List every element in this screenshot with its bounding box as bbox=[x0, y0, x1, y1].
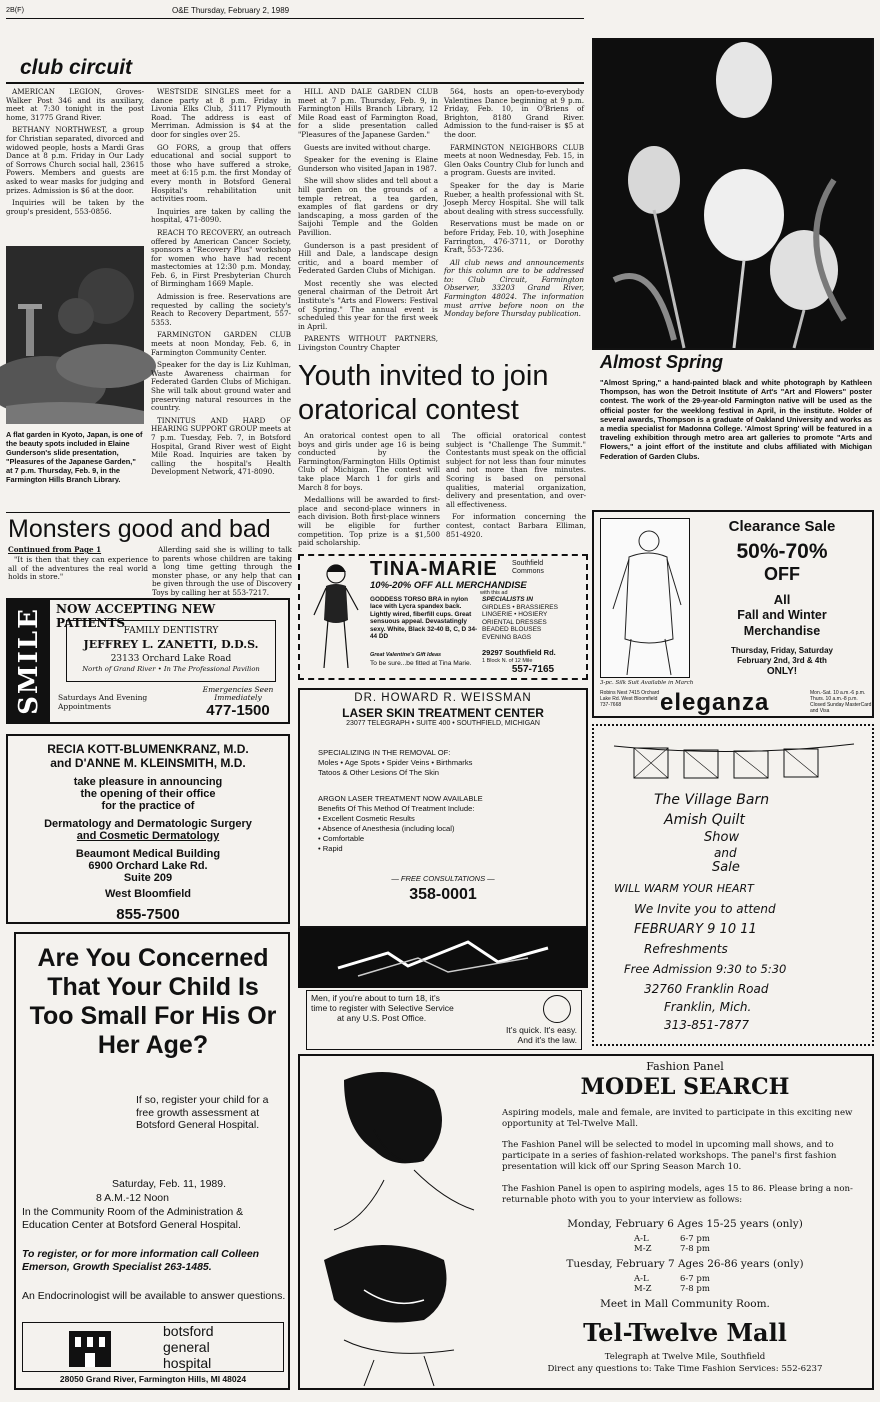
laser-bullet: • Excellent Cosmetic Results bbox=[318, 814, 415, 823]
model-slot-time: 7-8 pm bbox=[680, 1244, 710, 1254]
concern-endocrinologist: An Endocrinologist will be available to answer questions. bbox=[22, 1290, 286, 1302]
laser-address: 23077 TELEGRAPH • SUITE 400 • SOUTHFIELD, MICHIGAN bbox=[346, 720, 540, 727]
club-item: Guests are invited without charge. bbox=[304, 142, 431, 152]
derm-line: and Cosmetic Dermatology bbox=[76, 830, 220, 842]
quilt-line: Free Admission 9:30 to 5:30 bbox=[624, 962, 787, 976]
tel-twelve-logo: Tel-Twelve Mall bbox=[583, 1318, 787, 1347]
quilt-ad bbox=[592, 724, 874, 1046]
model-slot-group: M-Z bbox=[634, 1244, 652, 1254]
tina-address-2: 1 Block N. of 12 Mile bbox=[482, 658, 533, 664]
laser-bullet-text: Excellent Cosmetic Results bbox=[322, 814, 415, 823]
monsters-paragraph: Allerding said she is willing to talk to parents whose children are taking a long time getting through the monster phase, or any help that can be given through the use of Discovery Toys by calling her at 553-7217. bbox=[152, 545, 292, 597]
model-p1: Aspiring models, male and female, are invited to participate in this exciting new opportunity at Tel-Twelve Mall. bbox=[502, 1108, 853, 1129]
quilt-line: Sale bbox=[712, 860, 740, 875]
laser-graphic bbox=[298, 928, 588, 988]
club-item: Speaker for the evening is Elaine Gunderson who visited Japan in 1987. bbox=[298, 155, 438, 173]
tina-specialty: ORIENTAL DRESSES bbox=[482, 618, 547, 626]
accepting-patients: NOW ACCEPTING NEW PATIENTS bbox=[56, 602, 216, 630]
derm-line: Beaumont Medical Building bbox=[75, 848, 221, 860]
model-search-ad bbox=[298, 1054, 874, 1390]
quilt-line: and bbox=[714, 846, 737, 860]
family-dentistry: FAMILY DENTISTRY bbox=[123, 626, 219, 636]
eleganza-hours: Mon.-Sat. 10 a.m.-6 p.m. Thurs. 10 a.m.-8 p.m. Closed Sunday MasterCard and Visa bbox=[810, 690, 872, 714]
botsford-logo-box bbox=[22, 1322, 284, 1372]
tina-promo: 10%-20% OFF ALL MERCHANDISE bbox=[370, 580, 527, 591]
tina-address: 29297 Southfield Rd. bbox=[482, 648, 556, 657]
tina-specialty: EVENING BAGS bbox=[482, 633, 532, 641]
club-item: Inquiries will be taken by the group's president, 553-0856. bbox=[6, 198, 144, 216]
dentist-emergencies: Emergencies Seen Immediately bbox=[202, 685, 274, 702]
model-tuesday: Tuesday, February 7 Ages 26-86 years (only) bbox=[566, 1258, 804, 1270]
youth-headline-1: Youth invited to join bbox=[298, 360, 549, 392]
dentist-phone: 477-1500 bbox=[206, 702, 270, 719]
suit-photo bbox=[600, 518, 690, 678]
club-column-2 bbox=[151, 88, 291, 510]
youth-paragraph: Medallions will be awarded to first-place and second-place winners in each division. Both first-place winners will be eligible for further competition. Top prize is a $1,500 paid scholarship. bbox=[298, 495, 440, 548]
paper-date: O&E Thursday, February 2, 1989 bbox=[172, 6, 290, 15]
tina-bra-description: GODDESS TORSO BRA in nylon lace with Lycra spandex back. Lightly wired, fiberfill cups. Great sensuous appeal. Devastatingly sexy. White, Black 32-40 B, C, D 34-44 DD bbox=[370, 596, 478, 641]
clearance-only: ONLY! bbox=[766, 666, 798, 677]
club-item: FARMINGTON GARDEN CLUB meets at noon Monday, Feb. 6, in Farmington Community Center. bbox=[151, 330, 291, 357]
botsford-growth-ad bbox=[14, 932, 290, 1390]
monsters-column-2 bbox=[152, 545, 292, 597]
club-item: Gunderson is a past president of Hill and Dale, a landscape design critic, and a board member of Federated Garden Clubs of Michigan. bbox=[298, 240, 438, 276]
concern-register-call: To register, or for more information call Colleen Emerson, Growth Specialist 263-1485. bbox=[22, 1248, 260, 1273]
tina-specialty: LINGERIE • HOSIERY bbox=[482, 611, 548, 619]
concern-location: In the Community Room of the Administration & Education Center at Botsford General Hospital. bbox=[22, 1206, 244, 1231]
tel-twelve-address: Telegraph at Twelve Mile, Southfield bbox=[604, 1352, 766, 1362]
dermatology-ad bbox=[6, 734, 290, 924]
youth-paragraph: The official oratorical contest subject is "Challenge The Summit." Contestants must speak on the official subject for not less than four minutes and not more than five minutes. Scoring is based on personal qualities, material organization, delivery and presentation, and over-all effectiveness. bbox=[446, 431, 586, 509]
dentist-name: JEFFREY L. ZANETTI, D.D.S. bbox=[83, 638, 259, 651]
club-item: Admission is free. Reservations are requested by calling the society's Reach to Recovery Department, 557-5353. bbox=[151, 292, 291, 327]
doctor-name-2: and D'ANNE M. KLEINSMITH, M.D. bbox=[50, 756, 246, 770]
club-column-4 bbox=[444, 88, 584, 356]
lingerie-illustration bbox=[304, 560, 364, 670]
tina-fit: To be sure...be fitted at Tina Marie. bbox=[370, 660, 472, 667]
quilt-line: WILL WARM YOUR HEART bbox=[614, 882, 754, 895]
laser-doctor: DR. HOWARD R. WEISSMAN bbox=[354, 692, 532, 704]
tina-phone: 557-7165 bbox=[511, 664, 555, 675]
club-item: Speaker for the day is Marie Rueber, a health professional with St. Joseph Mercy Hospital. She will talk about dealing with stress successfully. bbox=[444, 180, 584, 216]
model-slot-group: M-Z bbox=[634, 1284, 652, 1294]
club-item: She will show slides and tell about a hill garden on the grounds of a temple retreat, a tea garden, examples of flat gardens or dry landscaping, a moss garden of the Saijohi Temple and the Golden Pavillion. bbox=[298, 176, 438, 237]
model-slot-time: 6-7 pm bbox=[680, 1274, 710, 1284]
quilt-line: 32760 Franklin Road bbox=[644, 982, 769, 996]
laser-phone: 358-0001 bbox=[409, 886, 477, 903]
botsford-logo-word-3: hospital bbox=[163, 1355, 212, 1371]
laser-bullet-text: Absence of Anesthesia (including local) bbox=[322, 824, 455, 833]
youth-paragraph: An oratorical contest open to all boys and girls under age 16 is being conducted by the Farmington/Farmington Hills Optimist Club of Michigan. The contest will take place March 1 for girls and March 8 for boys. bbox=[298, 431, 440, 492]
club-item: Inquiries are taken by calling the hospital, 471-8090. bbox=[151, 206, 291, 225]
almost-spring-title: Almost Spring bbox=[600, 352, 724, 372]
fashion-illustration bbox=[304, 1060, 488, 1386]
derm-line: Suite 209 bbox=[123, 872, 173, 884]
clearance-merch-2: Merchandise bbox=[743, 624, 821, 638]
tina-specialists bbox=[482, 596, 584, 652]
almost-spring-photo bbox=[592, 38, 874, 350]
derm-line: for the practice of bbox=[101, 800, 195, 812]
tina-location: Southfield Commons bbox=[512, 560, 544, 575]
concern-date: Saturday, Feb. 11, 1989. bbox=[112, 1178, 227, 1190]
laser-title: LASER SKIN TREATMENT CENTER bbox=[342, 706, 544, 720]
monsters-column-1 bbox=[8, 556, 148, 596]
laser-consult: — FREE CONSULTATIONS — bbox=[391, 874, 495, 883]
model-slot-group: A-L bbox=[634, 1274, 649, 1284]
folio: 2B(F) bbox=[6, 5, 24, 14]
derm-line: Dermatology and Dermatologic Surgery bbox=[44, 818, 252, 830]
service-line: And it's the law. bbox=[517, 1035, 577, 1045]
smile-banner bbox=[8, 600, 50, 722]
laser-spec-line: Moles • Age Spots • Spider Veins • Birthmarks bbox=[318, 758, 473, 767]
dentist-location-note: North of Grand River • In The Professional Pavilion bbox=[82, 665, 260, 673]
club-item: Reservations must be made on or before Friday, Feb. 10, with Josephine Farrington, 476-3711, or Dorothy Kraft, 553-7236. bbox=[444, 219, 584, 255]
club-item: All club news and announcements for this column are to be addressed to: Club Circuit, Farmington Observer, 33203 Grand River, Farmington 48024. The information must arrive before noon on the Monday before Thursday publication. bbox=[444, 257, 584, 319]
clearance-merch-1: Fall and Winter bbox=[737, 608, 827, 622]
laser-argon: ARGON LASER TREATMENT NOW AVAILABLE bbox=[318, 794, 483, 803]
laser-spec-line: SPECIALIZING IN THE REMOVAL OF: bbox=[318, 748, 451, 757]
quilt-line: FEBRUARY 9 10 11 bbox=[634, 922, 757, 937]
clearance-ad bbox=[592, 510, 874, 718]
kyoto-garden-photo bbox=[6, 246, 144, 424]
model-kicker: Fashion Panel bbox=[646, 1060, 724, 1073]
tina-specialty: BEADED BLOUSES bbox=[482, 626, 542, 634]
laser-ad bbox=[298, 688, 588, 928]
dentist-address: 23133 Orchard Lake Road bbox=[110, 654, 232, 664]
quilt-line: Show bbox=[704, 830, 740, 845]
club-item: AMERICAN LEGION, Groves-Walker Post 346 and its auxiliary, meet at 7:30 tonight in the post home, 31775 Grand River. bbox=[6, 87, 144, 122]
tina-marie-ad bbox=[298, 554, 588, 680]
quilt-line: We Invite you to attend bbox=[634, 902, 776, 916]
clearance-off: OFF bbox=[764, 564, 800, 584]
tina-marie-name: TINA-MARIE bbox=[370, 558, 498, 580]
eleganza-logo: eleganza bbox=[660, 689, 770, 716]
concern-time: 8 A.M.-12 Noon bbox=[96, 1192, 169, 1204]
derm-line: 6900 Orchard Lake Rd. bbox=[88, 860, 208, 872]
dentist-ad bbox=[6, 598, 290, 724]
laser-specialties bbox=[318, 748, 580, 788]
service-line: It's quick. It's easy. bbox=[506, 1025, 577, 1035]
clearance-percent: 50%-70% bbox=[736, 540, 828, 563]
model-monday: Monday, February 6 Ages 15-25 years (only) bbox=[567, 1218, 803, 1230]
derm-line: the opening of their office bbox=[80, 788, 216, 800]
model-title: MODEL SEARCH bbox=[580, 1074, 790, 1100]
almost-spring-caption: "Almost Spring," a hand-painted black and white photograph by Kathleen Thompson, has won the Detroit Institute of Art's "Art and Flowers" poster contest. The work of the 29-year-old Farmington native will be used as the official poster for the weeklong festival in April, in the institute. Holder of several awards, Thompson is a graduate of Oakland University and works as a media specialist for Madonna College. 'Almost Spring' will be featured in a traveling exhibition through metro area art galleries to promote "Arts and Flowers," a joint effort of the institute and clubs affiliated with Michigan Federation of Garden Clubs. bbox=[600, 378, 872, 461]
model-p3: The Fashion Panel is open to aspiring models, ages 15 to 86. Please bring a non-returnable photo with you to your interview as follows: bbox=[502, 1184, 853, 1205]
model-slot-group: A-L bbox=[634, 1234, 649, 1244]
club-item: 564, hosts an open-to-everybody Valentines Dance beginning at 9 p.m. Friday, Feb. 10, in O'Briens of Brighton, 8180 Grand River. Admission to the fund-raiser is $5 at the door. bbox=[444, 87, 584, 139]
dentist-info-box bbox=[66, 620, 276, 682]
youth-paragraph: For information concerning the contest, contact Barbara Elliman, 851-4920. bbox=[446, 512, 586, 539]
tina-specialists-heading: SPECIALISTS IN bbox=[482, 596, 533, 603]
service-line: at any U.S. Post Office. bbox=[337, 1013, 427, 1023]
club-item: Speaker for the day is Liz Kuhlman, Waste Awareness chairman for Federated Garden Clubs of Michigan. She will talk about ground water and preserving natural resources in the country. bbox=[151, 360, 291, 413]
clearance-dates-2: February 2nd, 3rd & 4th bbox=[737, 656, 827, 665]
photo-caption: A flat garden in Kyoto, Japan, is one of the beauty spots included in Elaine Gunderson's slide presentation, "Pleasures of the Japanese Garden," at 7 p.m. Thursday, Feb. 9, in the Farmington Hills Branch Library. bbox=[6, 430, 143, 484]
laser-bullet: • Rapid bbox=[318, 844, 343, 853]
botsford-logo-word-1: botsford bbox=[163, 1323, 214, 1339]
tina-gift: Great Valentine's Gift Ideas bbox=[370, 652, 442, 658]
service-line: Men, if you're about to turn 18, it's bbox=[311, 993, 440, 1003]
clearance-all: All bbox=[773, 592, 791, 607]
botsford-logo-word-2: general bbox=[163, 1339, 210, 1355]
tina-specialty: GIRDLES • BRASSIERES bbox=[482, 603, 558, 611]
service-line: time to register with Selective Service bbox=[311, 1003, 454, 1013]
club-item: Most recently she was elected general chairman of the Detroit Art Institute's "Arts and Flowers: Festival of Spring." The annual event is scheduled this year for the first week in April. bbox=[298, 278, 438, 331]
quilt-line: The Village Barn bbox=[654, 792, 770, 808]
smile-word: SMILE bbox=[14, 607, 44, 715]
selective-service-ad bbox=[306, 990, 582, 1050]
club-item: GO FORS, a group that offers educational and social support to those who have suffered a stroke, meet at 6:15 p.m. the first Monday of every month in Botsford General Hospital's rehabilitation unit activities room. bbox=[151, 142, 291, 204]
derm-phone: 855-7500 bbox=[116, 906, 180, 923]
derm-line: West Bloomfield bbox=[105, 888, 191, 900]
section-title: club circuit bbox=[20, 56, 133, 79]
model-p2: The Fashion Panel will be selected to model in upcoming mall shows, and to participate in a series of fashion-related workshops. The panel's first fashion presentation will kick off our Spring Season March 10. bbox=[502, 1140, 837, 1172]
botsford-logo-icon bbox=[63, 1325, 117, 1371]
youth-headline-2: oratorical contest bbox=[298, 394, 519, 426]
laser-spec-line: Tatoos & Other Lesions Of The Skin bbox=[318, 768, 439, 777]
monsters-headline: Monsters good and bad bbox=[8, 515, 271, 543]
monsters-paragraph: "It is then that they can experience all of the adventures the real world holds in store." bbox=[8, 555, 148, 582]
club-item: BETHANY NORTHWEST, a group for Christian separated, divorced and widowed people, hosts a Mardi Gras Dance at 8 p.m. Friday in Our Lady of Sorrows Church social hall, 23615 Powers. Members and guests are asked to wear masks for judging and prizes. Admission is $6 at the door. bbox=[6, 125, 144, 195]
laser-benefits-heading: Benefits Of This Method Of Treatment Include: bbox=[318, 804, 475, 813]
club-item: WESTSIDE SINGLES meet for a dance party at 8 p.m. Friday in Livonia Elks Club, 31117 Plymouth Road. The address is east of Merriman. Admission is $4 at the door for singles over 25. bbox=[151, 87, 291, 139]
suit-caption: 3-pc. Silk Suit Available in March bbox=[600, 680, 694, 686]
tel-twelve-questions: Direct any questions to: Take Time Fashion Services: 552-6237 bbox=[547, 1364, 823, 1374]
eleganza-address: Robins Nest 7415 Orchard Lake Rd. West Bloomfield 737-7668 bbox=[600, 690, 660, 708]
concern-register: If so, register your child for a free growth assessment at Botsford General Hospital. bbox=[136, 1094, 269, 1131]
clearance-dates-1: Thursday, Friday, Saturday bbox=[731, 646, 833, 655]
laser-bullet: • Comfortable bbox=[318, 834, 365, 843]
youth-column-1 bbox=[298, 432, 440, 550]
model-meet: Meet in Mall Community Room. bbox=[600, 1298, 770, 1310]
continued-line: Continued from Page 1 bbox=[8, 545, 102, 554]
club-column-3 bbox=[298, 88, 438, 356]
youth-column-2 bbox=[446, 432, 586, 550]
model-slot-time: 6-7 pm bbox=[680, 1234, 710, 1244]
doctor-name-1: RECIA KOTT-BLUMENKRANZ, M.D. bbox=[47, 742, 249, 756]
clearance-title: Clearance Sale bbox=[728, 518, 836, 535]
laser-bullet: • Absence of Anesthesia (including local) bbox=[318, 824, 455, 833]
club-item: FARMINGTON NEIGHBORS CLUB meets at noon Wednesday, Feb. 15, in Glen Oaks Country Club for lunch and a program. Guests are invited. bbox=[444, 142, 584, 178]
laser-benefits bbox=[318, 794, 580, 864]
laser-bullet-text: Comfortable bbox=[322, 834, 365, 843]
quilt-line: Franklin, Mich. bbox=[664, 1000, 752, 1014]
quilt-clothesline-icon bbox=[614, 740, 854, 780]
botsford-address: 28050 Grand River, Farmington Hills, MI 48024 bbox=[59, 1374, 247, 1384]
derm-line: take pleasure in announcing bbox=[73, 776, 223, 788]
service-seal-icon bbox=[543, 995, 571, 1023]
tina-promo-note: with this ad bbox=[480, 590, 508, 596]
club-item: TINNITUS AND HARD OF HEARING SUPPORT GROUP meets at 7 p.m. Tuesday, Feb. 7, in Botsford Hospital, Grand River west of Eight Mile Road. Inquiries are taken by calling the hospital's Health Development Network, 471-8090. bbox=[151, 415, 291, 477]
quilt-line: 313-851-7877 bbox=[664, 1018, 750, 1032]
laser-bullet-text: Rapid bbox=[322, 844, 343, 853]
club-item: PARENTS WITHOUT PARTNERS, Livingston Country Chapter bbox=[298, 334, 438, 353]
club-item: REACH TO RECOVERY, an outreach offered by American Cancer Society, sponsors a "Recovery Plus" workshop for women who have had recent mastectomies at 12:30 p.m. Monday, Feb. 6, in First Presbyterian Church of Birmingham 1669 Maple. bbox=[151, 227, 291, 289]
dentist-hours: Saturdays And Evening Appointments bbox=[58, 693, 148, 711]
club-column-1 bbox=[6, 88, 144, 238]
quilt-line: Refreshments bbox=[644, 942, 728, 956]
model-slot-time: 7-8 pm bbox=[680, 1284, 710, 1294]
quilt-line: Amish Quilt bbox=[664, 812, 745, 828]
concern-headline: Are You Concerned That Your Child Is Too Small For His Or Her Age? bbox=[29, 944, 277, 1059]
club-item: HILL AND DALE GARDEN CLUB meet at 7 p.m. Thursday, Feb. 9, in Farmington Hills Branch Library, 12 Mile Road east of Farmington Road, for a slide presentation called "Pleasures of the Japanese Garden." bbox=[298, 87, 438, 139]
